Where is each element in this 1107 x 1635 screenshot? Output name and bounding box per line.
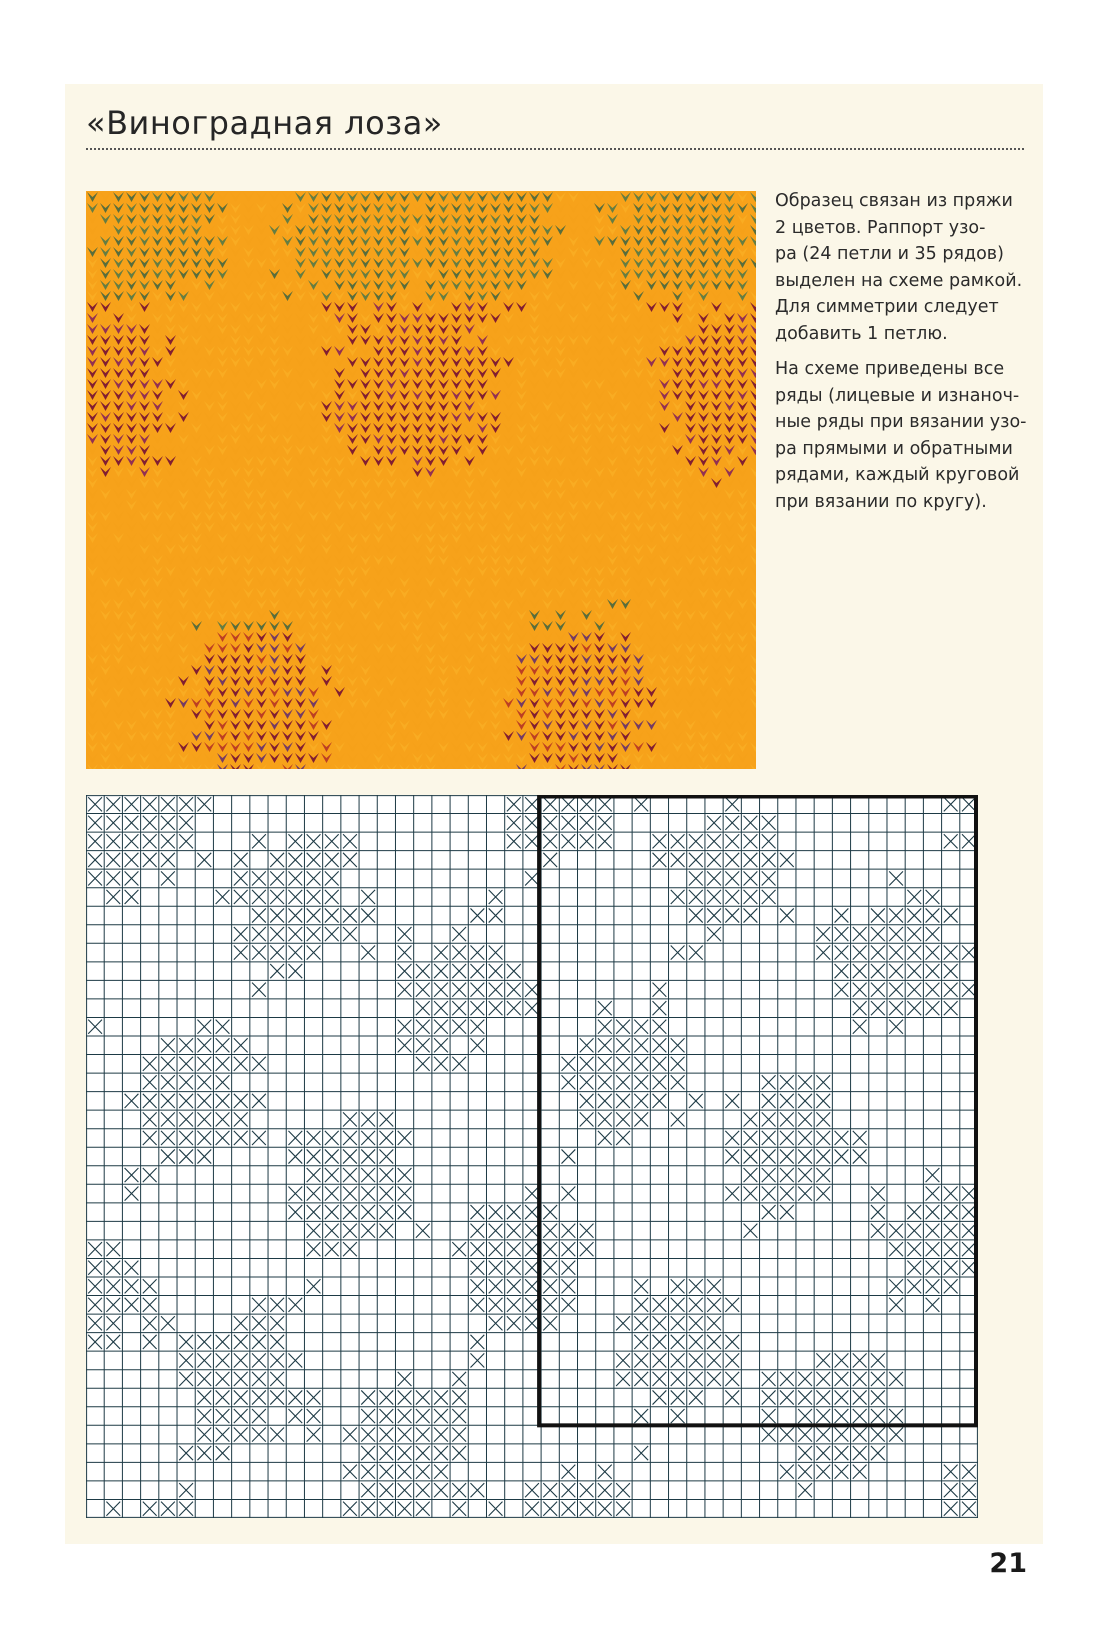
page-title: «Виноградная лоза» — [86, 104, 443, 142]
knitting-chart — [86, 795, 978, 1518]
chart-background — [86, 795, 978, 1518]
knitted-swatch-photo — [86, 191, 756, 769]
swatch-illustration — [86, 191, 756, 769]
title-dotted-rule — [86, 148, 1024, 150]
description-paragraph-1: Образец связан из пряжи 2 цветов. Раппорт узо- ра (24 петли и 35 рядов) выделен на схеме рамкой. Для симметрии следует добавить 1 петлю. — [775, 191, 1023, 344]
description-paragraph-2: На схеме приведены все ряды (лицевые и изнаноч- ные ряды при вязании узо- ра прямыми и обратными рядами, каждый круговой при вязании по кругу). — [775, 359, 1027, 512]
page-number: 21 — [989, 1548, 1027, 1579]
chart-grid — [86, 795, 978, 1518]
pattern-description — [775, 188, 1037, 524]
